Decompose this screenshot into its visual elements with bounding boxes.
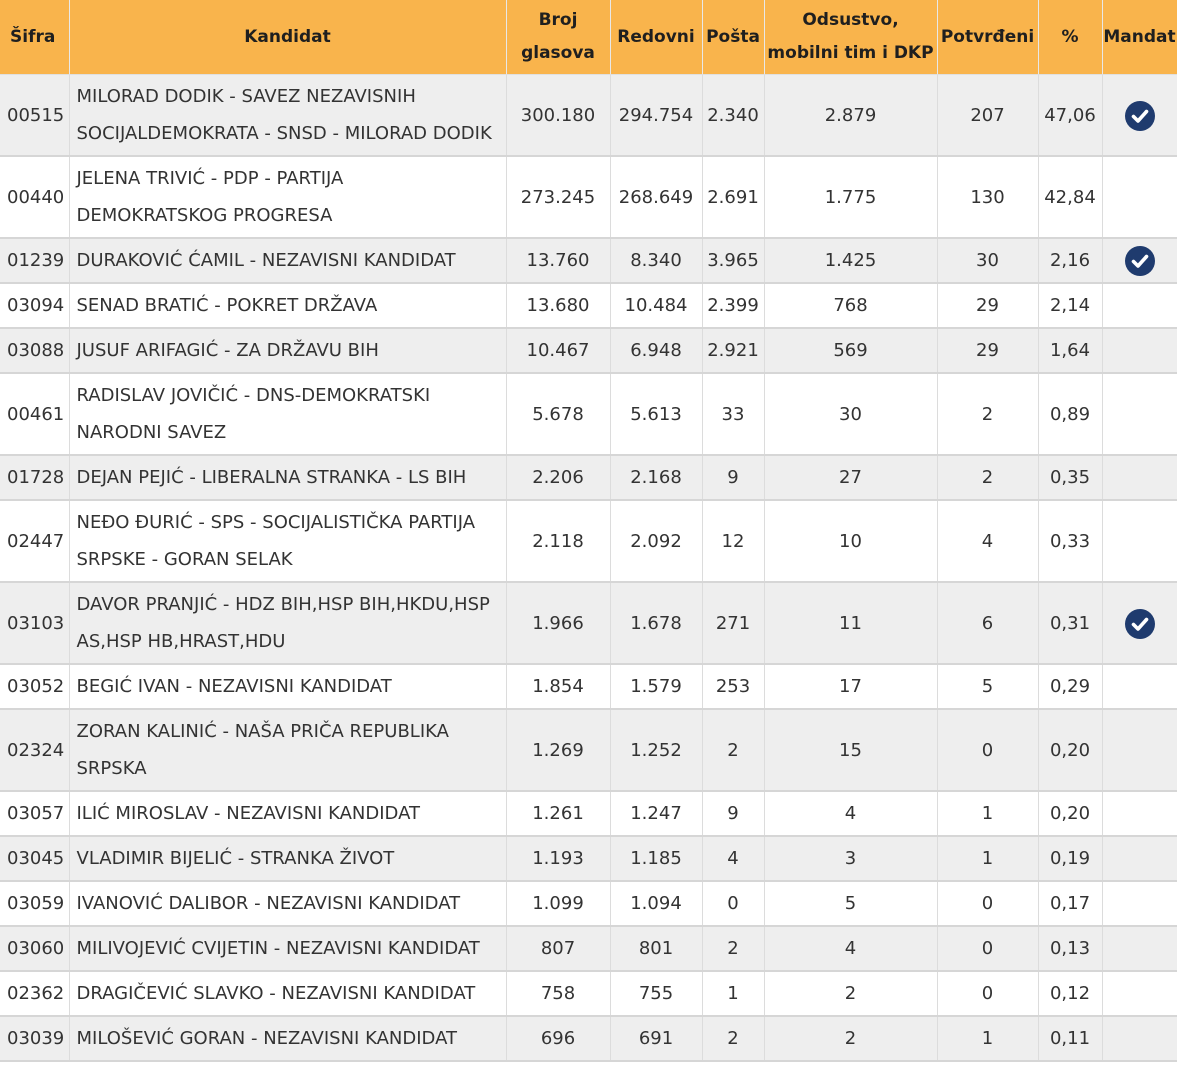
check-circle-icon xyxy=(1125,246,1155,276)
cell-mandate xyxy=(1102,582,1177,664)
cell-absent: 3 xyxy=(764,836,937,881)
candidate-name-line: RADISLAV JOVIČIĆ - DNS-DEMOKRATSKI xyxy=(76,385,431,406)
cell-post: 1 xyxy=(702,971,764,1016)
cell-code: 03094 xyxy=(0,283,69,328)
cell-votes: 2.118 xyxy=(506,500,610,582)
cell-mandate xyxy=(1102,455,1177,500)
col-header-absent-line2: mobilni tim i DKP xyxy=(767,43,934,63)
cell-percent: 0,17 xyxy=(1038,881,1102,926)
cell-votes: 273.245 xyxy=(506,156,610,238)
table-row xyxy=(0,156,1177,238)
cell-votes: 1.193 xyxy=(506,836,610,881)
cell-candidate xyxy=(69,582,506,664)
cell-votes: 5.678 xyxy=(506,373,610,455)
candidate-name-line: JUSUF ARIFAGIĆ - ZA DRŽAVU BIH xyxy=(76,340,379,361)
cell-percent: 1,64 xyxy=(1038,328,1102,373)
col-header-absent[interactable] xyxy=(764,0,937,75)
table-row xyxy=(0,455,1177,500)
cell-confirmed: 6 xyxy=(937,582,1038,664)
table-body xyxy=(0,75,1177,1062)
cell-regular: 294.754 xyxy=(610,75,702,157)
cell-confirmed: 5 xyxy=(937,664,1038,709)
cell-post: 253 xyxy=(702,664,764,709)
cell-mandate xyxy=(1102,836,1177,881)
cell-confirmed: 2 xyxy=(937,455,1038,500)
cell-absent: 4 xyxy=(764,926,937,971)
cell-candidate xyxy=(69,836,506,881)
table-row xyxy=(0,836,1177,881)
cell-confirmed: 207 xyxy=(937,75,1038,157)
cell-absent: 15 xyxy=(764,709,937,791)
cell-votes: 10.467 xyxy=(506,328,610,373)
cell-confirmed: 0 xyxy=(937,971,1038,1016)
cell-post: 9 xyxy=(702,455,764,500)
cell-confirmed: 130 xyxy=(937,156,1038,238)
candidate-name-line: NEĐO ĐURIĆ - SPS - SOCIJALISTIČKA PARTIJA xyxy=(76,512,476,533)
candidate-name-line: AS,HSP HB,HRAST,HDU xyxy=(76,631,286,652)
cell-confirmed: 2 xyxy=(937,373,1038,455)
cell-absent: 17 xyxy=(764,664,937,709)
cell-mandate xyxy=(1102,283,1177,328)
candidate-name-line: DEMOKRATSKOG PROGRESA xyxy=(76,205,333,226)
table-row xyxy=(0,971,1177,1016)
cell-votes: 1.854 xyxy=(506,664,610,709)
cell-mandate xyxy=(1102,971,1177,1016)
cell-votes: 1.261 xyxy=(506,791,610,836)
cell-regular: 1.252 xyxy=(610,709,702,791)
cell-absent: 10 xyxy=(764,500,937,582)
cell-post: 2.399 xyxy=(702,283,764,328)
cell-code: 00461 xyxy=(0,373,69,455)
candidate-name-line: BEGIĆ IVAN - NEZAVISNI KANDIDAT xyxy=(76,676,392,697)
cell-code: 03052 xyxy=(0,664,69,709)
cell-absent: 2 xyxy=(764,971,937,1016)
cell-percent: 47,06 xyxy=(1038,75,1102,157)
cell-absent: 27 xyxy=(764,455,937,500)
table-row xyxy=(0,926,1177,971)
candidate-name-line: DAVOR PRANJIĆ - HDZ BIH,HSP BIH,HKDU,HSP xyxy=(76,594,490,615)
candidate-name-line: DURAKOVIĆ ĆAMIL - NEZAVISNI KANDIDAT xyxy=(76,250,456,271)
table-row xyxy=(0,373,1177,455)
cell-votes: 300.180 xyxy=(506,75,610,157)
cell-candidate xyxy=(69,455,506,500)
table-row xyxy=(0,881,1177,926)
cell-post: 271 xyxy=(702,582,764,664)
cell-votes: 1.269 xyxy=(506,709,610,791)
cell-candidate xyxy=(69,283,506,328)
cell-regular: 8.340 xyxy=(610,238,702,283)
cell-votes: 807 xyxy=(506,926,610,971)
cell-confirmed: 29 xyxy=(937,283,1038,328)
cell-mandate xyxy=(1102,75,1177,157)
cell-mandate xyxy=(1102,156,1177,238)
cell-regular: 1.247 xyxy=(610,791,702,836)
col-header-confirmed[interactable]: Potvrđeni xyxy=(937,0,1038,75)
cell-post: 2 xyxy=(702,709,764,791)
candidate-name-line: MILIVOJEVIĆ CVIJETIN - NEZAVISNI KANDIDAT xyxy=(76,938,480,959)
cell-percent: 0,31 xyxy=(1038,582,1102,664)
cell-percent: 0,20 xyxy=(1038,791,1102,836)
table-row xyxy=(0,500,1177,582)
cell-percent: 0,20 xyxy=(1038,709,1102,791)
cell-percent: 42,84 xyxy=(1038,156,1102,238)
cell-post: 12 xyxy=(702,500,764,582)
cell-candidate xyxy=(69,75,506,157)
cell-absent: 11 xyxy=(764,582,937,664)
cell-post: 2.691 xyxy=(702,156,764,238)
table-row xyxy=(0,328,1177,373)
cell-votes: 1.099 xyxy=(506,881,610,926)
candidate-name-line: SRPSKE - GORAN SELAK xyxy=(76,549,293,570)
candidate-name-line: MILOŠEVIĆ GORAN - NEZAVISNI KANDIDAT xyxy=(76,1028,457,1049)
cell-confirmed: 1 xyxy=(937,791,1038,836)
cell-votes: 696 xyxy=(506,1016,610,1061)
check-circle-icon xyxy=(1125,101,1155,131)
cell-post: 0 xyxy=(702,881,764,926)
cell-code: 01728 xyxy=(0,455,69,500)
cell-candidate xyxy=(69,971,506,1016)
cell-votes: 13.680 xyxy=(506,283,610,328)
cell-code: 03039 xyxy=(0,1016,69,1061)
table-row xyxy=(0,582,1177,664)
cell-code: 02447 xyxy=(0,500,69,582)
cell-code: 03103 xyxy=(0,582,69,664)
candidate-name-line: VLADIMIR BIJELIĆ - STRANKA ŽIVOT xyxy=(76,848,395,869)
cell-percent: 0,33 xyxy=(1038,500,1102,582)
candidate-name-line: NARODNI SAVEZ xyxy=(76,422,227,443)
cell-post: 3.965 xyxy=(702,238,764,283)
col-header-candidate[interactable]: Kandidat xyxy=(69,0,506,75)
cell-code: 02324 xyxy=(0,709,69,791)
cell-code: 02362 xyxy=(0,971,69,1016)
cell-regular: 1.094 xyxy=(610,881,702,926)
cell-percent: 0,89 xyxy=(1038,373,1102,455)
cell-code: 03059 xyxy=(0,881,69,926)
col-header-votes-line2: glasova xyxy=(521,43,595,63)
cell-mandate xyxy=(1102,791,1177,836)
cell-post: 2 xyxy=(702,1016,764,1061)
cell-code: 03088 xyxy=(0,328,69,373)
cell-mandate xyxy=(1102,709,1177,791)
cell-post: 2.921 xyxy=(702,328,764,373)
cell-regular: 2.168 xyxy=(610,455,702,500)
cell-post: 2.340 xyxy=(702,75,764,157)
col-header-votes[interactable] xyxy=(506,0,610,75)
cell-absent: 30 xyxy=(764,373,937,455)
cell-percent: 0,29 xyxy=(1038,664,1102,709)
cell-candidate xyxy=(69,709,506,791)
cell-regular: 1.185 xyxy=(610,836,702,881)
cell-confirmed: 0 xyxy=(937,926,1038,971)
cell-percent: 2,16 xyxy=(1038,238,1102,283)
cell-percent: 2,14 xyxy=(1038,283,1102,328)
cell-votes: 1.966 xyxy=(506,582,610,664)
cell-regular: 10.484 xyxy=(610,283,702,328)
cell-regular: 1.678 xyxy=(610,582,702,664)
cell-regular: 6.948 xyxy=(610,328,702,373)
table-row xyxy=(0,791,1177,836)
cell-votes: 13.760 xyxy=(506,238,610,283)
cell-code: 03060 xyxy=(0,926,69,971)
cell-absent: 768 xyxy=(764,283,937,328)
cell-candidate xyxy=(69,238,506,283)
cell-absent: 4 xyxy=(764,791,937,836)
cell-absent: 569 xyxy=(764,328,937,373)
cell-regular: 2.092 xyxy=(610,500,702,582)
candidate-name-line: DRAGIČEVIĆ SLAVKO - NEZAVISNI KANDIDAT xyxy=(76,983,476,1004)
cell-post: 4 xyxy=(702,836,764,881)
candidate-name-line: ILIĆ MIROSLAV - NEZAVISNI KANDIDAT xyxy=(76,803,420,824)
cell-mandate xyxy=(1102,373,1177,455)
cell-votes: 2.206 xyxy=(506,455,610,500)
cell-mandate xyxy=(1102,500,1177,582)
cell-mandate xyxy=(1102,881,1177,926)
cell-regular: 801 xyxy=(610,926,702,971)
cell-absent: 5 xyxy=(764,881,937,926)
col-header-mandate[interactable]: Mandat xyxy=(1102,0,1177,75)
candidate-name-line: SRPSKA xyxy=(76,758,147,779)
cell-candidate xyxy=(69,373,506,455)
cell-mandate xyxy=(1102,664,1177,709)
col-header-absent-line1: Odsustvo, xyxy=(802,10,899,30)
cell-percent: 0,12 xyxy=(1038,971,1102,1016)
cell-absent: 2.879 xyxy=(764,75,937,157)
table-row xyxy=(0,664,1177,709)
candidate-name-line: MILORAD DODIK - SAVEZ NEZAVISNIH xyxy=(76,86,416,107)
table-row xyxy=(0,1016,1177,1061)
cell-candidate xyxy=(69,328,506,373)
cell-code: 01239 xyxy=(0,238,69,283)
cell-code: 00440 xyxy=(0,156,69,238)
table-header-row xyxy=(0,0,1177,75)
col-header-post[interactable]: Pošta xyxy=(702,0,764,75)
cell-percent: 0,19 xyxy=(1038,836,1102,881)
cell-absent: 1.425 xyxy=(764,238,937,283)
cell-post: 2 xyxy=(702,926,764,971)
cell-candidate xyxy=(69,926,506,971)
cell-votes: 758 xyxy=(506,971,610,1016)
cell-code: 03045 xyxy=(0,836,69,881)
candidate-name-line: IVANOVIĆ DALIBOR - NEZAVISNI KANDIDAT xyxy=(76,893,461,914)
cell-confirmed: 4 xyxy=(937,500,1038,582)
candidate-name-line: SENAD BRATIĆ - POKRET DRŽAVA xyxy=(76,295,378,316)
cell-absent: 2 xyxy=(764,1016,937,1061)
cell-candidate xyxy=(69,664,506,709)
check-circle-icon xyxy=(1125,609,1155,639)
cell-confirmed: 1 xyxy=(937,836,1038,881)
cell-confirmed: 0 xyxy=(937,709,1038,791)
table-row xyxy=(0,75,1177,157)
cell-candidate xyxy=(69,156,506,238)
cell-code: 00515 xyxy=(0,75,69,157)
col-header-percent[interactable]: % xyxy=(1038,0,1102,75)
cell-percent: 0,11 xyxy=(1038,1016,1102,1061)
cell-confirmed: 30 xyxy=(937,238,1038,283)
cell-confirmed: 29 xyxy=(937,328,1038,373)
cell-mandate xyxy=(1102,1016,1177,1061)
cell-candidate xyxy=(69,881,506,926)
candidate-name-line: DEJAN PEJIĆ - LIBERALNA STRANKA - LS BIH xyxy=(76,467,467,488)
candidate-name-line: ZORAN KALINIĆ - NAŠA PRIČA REPUBLIKA xyxy=(76,721,449,742)
cell-mandate xyxy=(1102,238,1177,283)
cell-mandate xyxy=(1102,328,1177,373)
table-row xyxy=(0,238,1177,283)
cell-code: 03057 xyxy=(0,791,69,836)
cell-mandate xyxy=(1102,926,1177,971)
cell-confirmed: 1 xyxy=(937,1016,1038,1061)
cell-confirmed: 0 xyxy=(937,881,1038,926)
cell-regular: 268.649 xyxy=(610,156,702,238)
cell-absent: 1.775 xyxy=(764,156,937,238)
cell-regular: 691 xyxy=(610,1016,702,1061)
candidate-name-line: SOCIJALDEMOKRATA - SNSD - MILORAD DODIK xyxy=(76,123,492,144)
cell-post: 9 xyxy=(702,791,764,836)
table-row xyxy=(0,283,1177,328)
cell-percent: 0,13 xyxy=(1038,926,1102,971)
cell-percent: 0,35 xyxy=(1038,455,1102,500)
cell-regular: 1.579 xyxy=(610,664,702,709)
cell-regular: 755 xyxy=(610,971,702,1016)
table-row xyxy=(0,709,1177,791)
col-header-code[interactable]: Šifra xyxy=(0,0,69,75)
cell-candidate xyxy=(69,791,506,836)
cell-candidate xyxy=(69,1016,506,1061)
col-header-votes-line1: Broj xyxy=(538,10,578,30)
col-header-regular[interactable]: Redovni xyxy=(610,0,702,75)
cell-post: 33 xyxy=(702,373,764,455)
cell-candidate xyxy=(69,500,506,582)
cell-regular: 5.613 xyxy=(610,373,702,455)
candidate-name-line: JELENA TRIVIĆ - PDP - PARTIJA xyxy=(76,168,344,189)
